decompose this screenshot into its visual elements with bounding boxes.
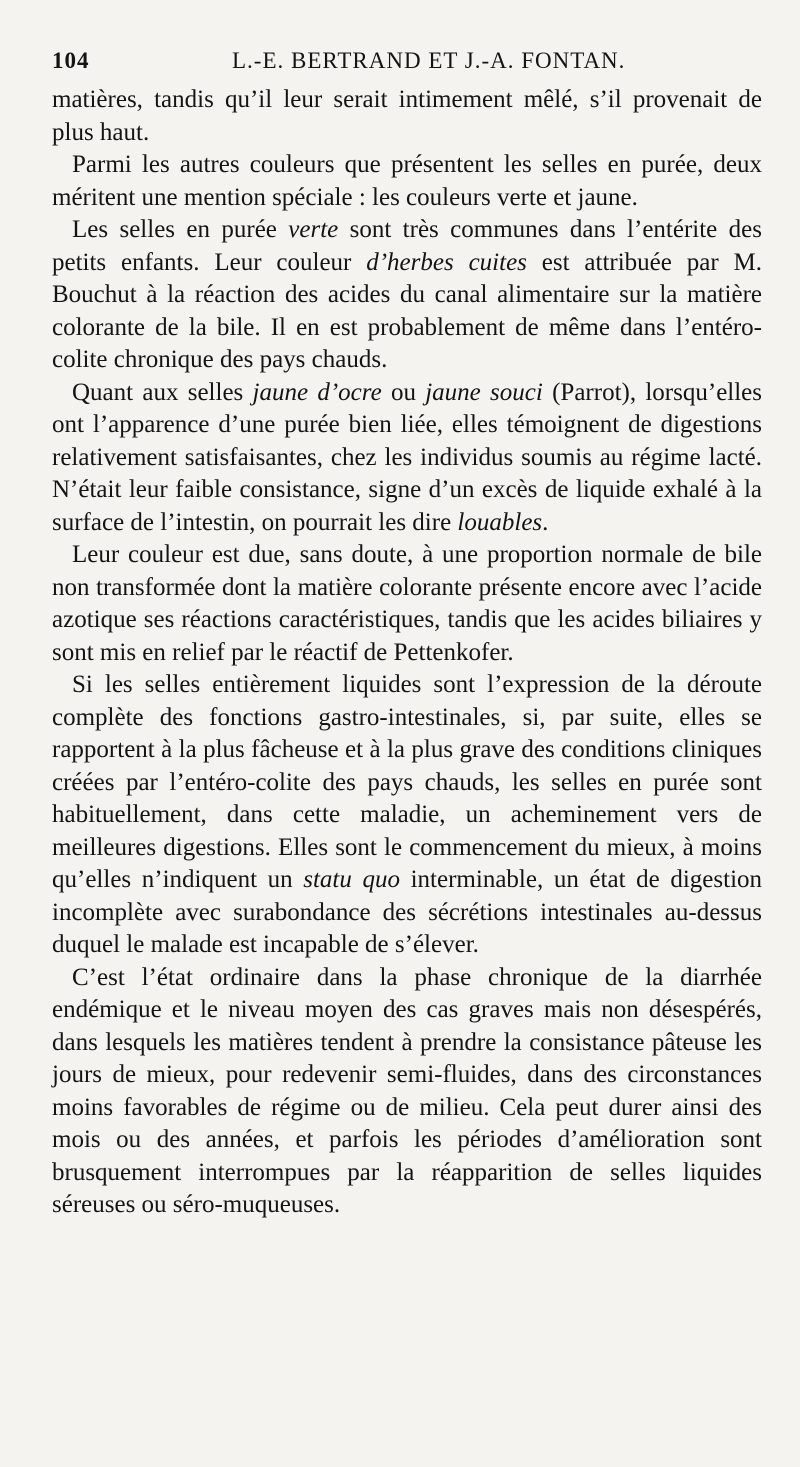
italic-text: verte: [288, 216, 339, 243]
italic-text: louables: [457, 508, 543, 536]
paragraph: [52, 539, 762, 669]
text-run: ou: [381, 378, 426, 406]
text-run: Quant aux selles: [72, 378, 253, 406]
italic-text: statu quo: [303, 866, 400, 893]
text-run: matières, tandis qu’il leur serait intimement mêlé, s’il provenait de plus haut.: [52, 86, 762, 146]
text-run: Les selles en purée: [72, 216, 289, 243]
text-run: C’est l’état ordinaire dans la phase chronique de la diarrhée endémique et le niveau moyen des cas graves mais non désespérés, dans lesquels les matières tendent à prendre la consistance pâteuse les jours de mieux, pour redevenir semi-fluides, dans des circonstances moins favorables de régime ou de milieu. Cela peut durer ainsi des mois ou des années, et parfois les périodes d’amélioration sont brusquement interrompues par la réapparition de selles liquides séreuses ou séro-muqueuses.: [52, 963, 762, 1218]
text-run: (Parrot), lorsqu’elles ont l’apparence d’une purée bien liée, elles témoignent de digestions relativement satisfaisantes, chez les individus soumis au régime lacté. N’était leur faible consistance, signe d’un excès de liquide exhalé à la surface de l’intestin, on pourrait les dire: [52, 378, 763, 536]
text-run: est attribuée par M. Bouchut à la réaction des acides du canal alimentaire sur la matière colorante de la bile. Il en est probablement de même dans l’entéro-colite chronique des pays chauds.: [52, 248, 763, 373]
page-header: [52, 48, 762, 84]
paragraph: [52, 214, 762, 377]
italic-text: jaune souci: [425, 378, 543, 406]
paragraph: [52, 84, 762, 149]
paragraph: [52, 377, 762, 540]
italic-text: d’herbes cuites: [366, 248, 527, 276]
text-run: Si les selles entièrement liquides sont l’expression de la déroute complète des fonctions gastro-intestinales, si, par suite, elles se rapportent à la plus fâcheuse et à la plus grave des conditions cliniques créées par l’entéro-colite des pays chauds, les selles en purée sont habituellement, dans cette maladie, un acheminement vers de meilleures digestions. Elles sont le commencement du mieux, à moins qu’elles n’indiquent un: [52, 671, 762, 893]
paragraph: [52, 962, 762, 1222]
text-run: interminable, un état de digestion incomplète avec surabondance des sécrétions intestinales au-dessus duquel le malade est incapable de s’élever.: [52, 866, 763, 958]
text-run: sont très communes dans l’entérite des petits enfants. Leur couleur: [52, 216, 762, 276]
paragraph: [52, 149, 762, 214]
text-run: Leur couleur est due, sans doute, à une proportion normale de bile non transformée dont la matière colorante présente encore avec l’acide azotique ses réactions caractéristiques, tandis que les acides biliaires y sont mis en relief par le réactif de Pettenkofer.: [52, 541, 762, 666]
paragraph: [52, 669, 762, 962]
italic-text: jaune d’ocre: [252, 378, 382, 406]
running-title: L.-E. BERTRAND ET J.-A. FONTAN.: [232, 48, 626, 73]
text-run: Parmi les autres couleurs que présentent les selles en purée, deux méritent une mention spéciale : les couleurs verte et jaune.: [52, 151, 762, 211]
text-run: .: [542, 508, 549, 536]
body-text: [52, 84, 762, 1222]
page-number: 104: [52, 48, 90, 73]
